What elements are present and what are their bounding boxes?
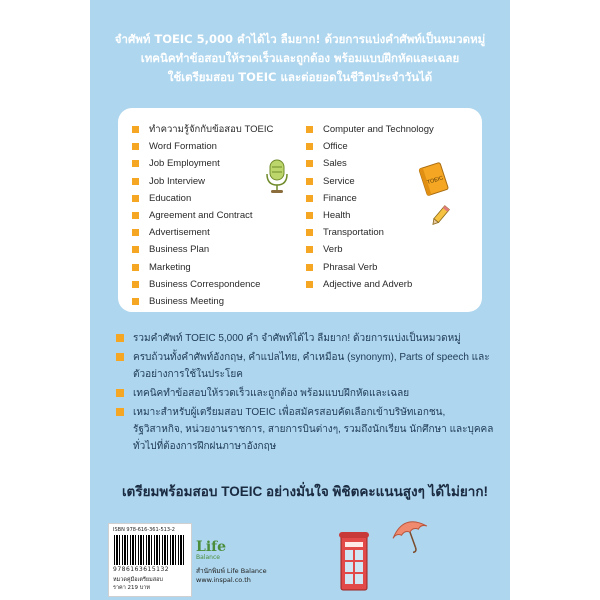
topic-item: Computer and Technology xyxy=(306,121,434,138)
isbn-text: ISBN 978-616-361-513-2 xyxy=(113,527,175,533)
feature-item: ครบถ้วนทั้งคำศัพท์อังกฤษ, คำแปลไทย, คำเหมือน (synonym), Parts of speech และตัวอย่างการใช้ในประโยค xyxy=(116,349,496,383)
publisher-name: สำนักพิมพ์ Life Balance xyxy=(196,567,267,575)
intro-line: ใช้เตรียมสอบ TOEIC และต่อยอดในชีวิตประจำวันได้ xyxy=(167,70,433,84)
topic-item: Job Interview xyxy=(132,173,273,190)
features-list xyxy=(116,330,496,457)
topic-item: Sales xyxy=(306,155,434,172)
intro-text xyxy=(108,30,492,87)
topics-right-list xyxy=(306,121,434,293)
feature-item: เทคนิคทำข้อสอบให้รวดเร็วและถูกต้อง พร้อมแบบฝึกหัดและเฉลย xyxy=(116,385,496,402)
umbrella-icon xyxy=(390,514,432,556)
topic-item: Adjective and Adverb xyxy=(306,276,434,293)
barcode-area xyxy=(108,523,192,597)
intro-line: จำศัพท์ TOEIC 5,000 คำได้ไว ลืมยาก! ด้วยการแบ่งคำศัพท์เป็นหมวดหมู่ xyxy=(114,32,486,46)
topic-item: Service xyxy=(306,173,434,190)
microphone-icon xyxy=(262,158,292,194)
tagline: เตรียมพร้อมสอบ TOEIC อย่างมั่นใจ พิชิตคะแนนสูงๆ ได้ไม่ยาก! xyxy=(121,484,489,499)
publisher-block xyxy=(196,540,306,584)
topics-card xyxy=(118,108,482,312)
price-text: ราคา 219 บาท xyxy=(113,585,151,591)
topic-item: Transportation xyxy=(306,224,434,241)
topic-item: Office xyxy=(306,138,434,155)
topic-item: Education xyxy=(132,190,273,207)
topic-item: Job Employment xyxy=(132,155,273,172)
topic-item: Business Plan xyxy=(132,241,273,258)
publisher-logo-sub: Balance xyxy=(196,554,220,561)
topic-item: Advertisement xyxy=(132,224,273,241)
topic-item: Business Meeting xyxy=(132,293,273,310)
topic-item: Agreement and Contract xyxy=(132,207,273,224)
publisher-url: www.inspal.co.th xyxy=(196,576,251,584)
barcode-bars xyxy=(114,535,186,565)
book-back-cover xyxy=(90,0,510,600)
topic-item: Finance xyxy=(306,190,434,207)
feature-item: รวมคำศัพท์ TOEIC 5,000 คำ จำศัพท์ได้ไว ลืมยาก! ด้วยการแบ่งเป็นหมวดหมู่ xyxy=(116,330,496,347)
topic-item: Health xyxy=(306,207,434,224)
topic-item: Word Formation xyxy=(132,138,273,155)
book-icon-label: TOEIC xyxy=(426,175,445,187)
topic-item: Verb xyxy=(306,241,434,258)
topic-item: Marketing xyxy=(132,259,273,276)
book-icon xyxy=(416,160,452,200)
intro-line: เทคนิคทำข้อสอบให้รวดเร็วและถูกต้อง พร้อมแบบฝึกหัดและเฉลย xyxy=(140,51,460,65)
feature-item: เหมาะสำหรับผู้เตรียมสอบ TOEIC เพื่อสมัครสอบคัดเลือกเข้าบริษัทเอกชน, รัฐวิสาหกิจ, หน่วยงานราชการ, สายการบินต่างๆ, รวมถึงนักเรียน นักศึกษา และบุคคลทั่วไปที่ต้องการฝึกฝนภาษาอังกฤษ xyxy=(116,404,496,455)
barcode-number: 9786163615132 xyxy=(113,566,170,573)
topic-item: ทำความรู้จักกับข้อสอบ TOEIC xyxy=(132,121,273,138)
phone-booth-icon xyxy=(338,530,370,592)
topic-item: Phrasal Verb xyxy=(306,259,434,276)
publisher-logo: Life xyxy=(196,539,227,555)
topic-item: Business Correspondence xyxy=(132,276,273,293)
topics-left-list xyxy=(132,121,273,310)
pencil-icon xyxy=(428,204,452,228)
category-text: หมวดคู่มือเตรียมสอบ xyxy=(113,577,163,583)
